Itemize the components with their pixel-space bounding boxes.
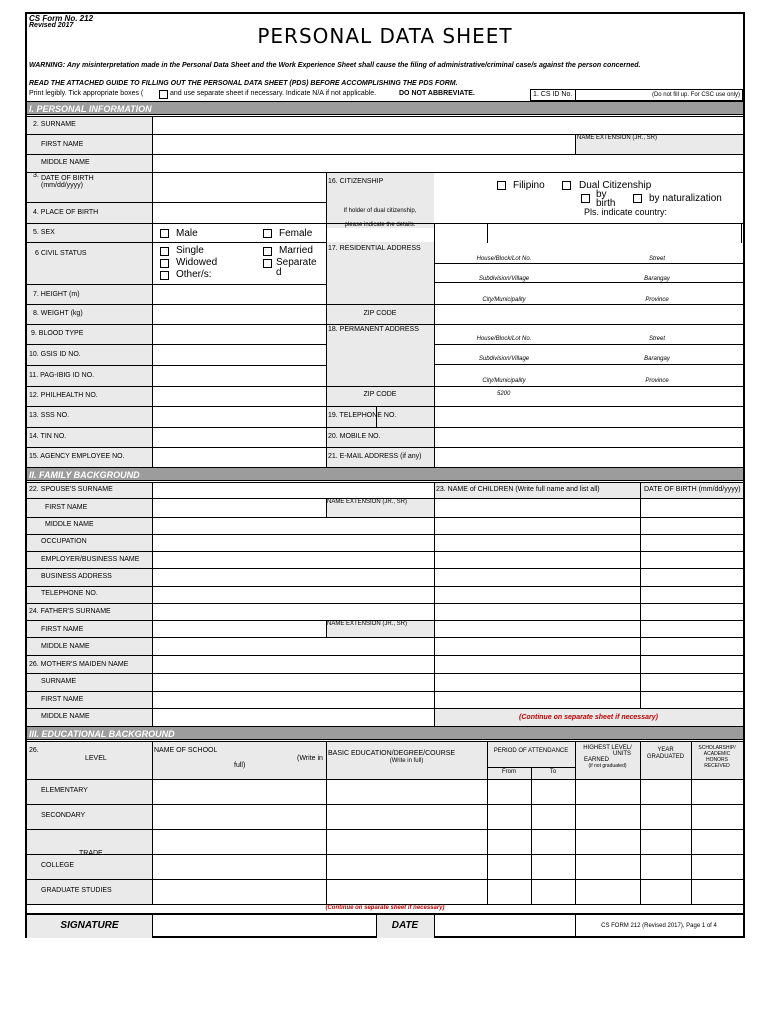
- dob-num: 3.: [33, 172, 39, 179]
- spouse-first-name-label: FIRST NAME: [45, 504, 88, 511]
- signature-label: SIGNATURE: [60, 920, 119, 931]
- spouse-ext-label: NAME EXTENSION (JR., SR): [327, 499, 408, 505]
- print-legibly-text-2: and use separate sheet if necessary. Indicate N/A if not applicable.: [170, 90, 377, 97]
- level-secondary: SECONDARY: [41, 812, 86, 819]
- mobile-label: 20. MOBILE NO.: [328, 433, 381, 440]
- male-label: Male: [176, 228, 198, 239]
- honors-header-4: RECEIVED: [704, 763, 730, 769]
- res-subdivision-label: Subdivision/Village: [478, 276, 530, 282]
- date-field[interactable]: [435, 915, 574, 938]
- spouse-telephone-label: TELEPHONE NO.: [41, 590, 98, 597]
- filipino-label: Filipino: [513, 180, 545, 191]
- surname-label: 2. SURNAME: [33, 121, 76, 128]
- father-surname-label: 24. FATHER'S SURNAME: [29, 608, 111, 615]
- highest-header-3: EARNED: [584, 757, 610, 763]
- occupation-label: OCCUPATION: [41, 538, 87, 545]
- perm-province-label: Province: [645, 378, 669, 384]
- print-legibly-text: Print legibly. Tick appropriate boxes (: [29, 90, 144, 97]
- year-grad-header: YEAR: [657, 747, 674, 753]
- mother-middle-name-label: MIDDLE NAME: [41, 713, 90, 720]
- female-checkbox[interactable]: [263, 229, 272, 238]
- name-extension-label: NAME EXTENSION (JR., SR): [577, 135, 658, 141]
- residential-address-label: 17. RESIDENTIAL ADDRESS: [328, 245, 421, 252]
- school-header: NAME OF SCHOOL: [154, 747, 218, 754]
- civil-status-label: 6 CIVIL STATUS: [35, 250, 87, 257]
- level-elementary: ELEMENTARY: [41, 787, 88, 794]
- level-graduate-studies: GRADUATE STUDIES: [41, 887, 112, 894]
- section-personal-information: I. PERSONAL INFORMATION: [27, 101, 743, 115]
- perm-barangay-label: Barangay: [644, 356, 670, 362]
- first-name-label: FIRST NAME: [41, 141, 84, 148]
- period-header: PERIOD OF ATTENDANCE: [493, 748, 569, 754]
- indicate-country-label: Pls. indicate country:: [584, 207, 668, 217]
- tin-label: 14. TIN NO.: [29, 433, 67, 440]
- female-label: Female: [279, 228, 313, 239]
- email-label: 21. E-MAIL ADDRESS (if any): [328, 453, 422, 460]
- res-barangay-label: Barangay: [644, 276, 670, 282]
- perm-city-label: City/Municipality: [482, 378, 526, 384]
- telephone-label: 19. TELEPHONE NO.: [328, 412, 397, 419]
- middle-name-label: MIDDLE NAME: [41, 159, 90, 166]
- separated-checkbox[interactable]: [263, 259, 272, 268]
- married-checkbox[interactable]: [263, 247, 272, 256]
- label-column-family: [27, 482, 152, 726]
- res-house-label: House/Block/Lot No.: [476, 256, 532, 262]
- res-province-label: Province: [645, 297, 669, 303]
- res-street-label: Street: [648, 256, 665, 262]
- separated-label: Separate: [276, 257, 317, 268]
- weight-label: 8. WEIGHT (kg): [33, 310, 83, 317]
- married-label: Married: [279, 245, 313, 256]
- employer-label: EMPLOYER/BUSINESS NAME: [41, 556, 140, 563]
- mother-maiden-label: 26. MOTHER'S MAIDEN NAME: [29, 661, 129, 668]
- sex-label: 5. SEX: [33, 229, 55, 236]
- highest-header-4: (if not graduated): [588, 763, 627, 769]
- country-field[interactable]: [488, 224, 741, 242]
- dob-format-label: (mm/dd/yyyy): [41, 182, 83, 189]
- page-title: PERSONAL DATA SHEET: [257, 24, 513, 48]
- dual-citizenship-checkbox[interactable]: [562, 181, 571, 190]
- cs-id-label: 1. CS ID No.: [530, 89, 576, 101]
- cs-id-field[interactable]: (Do not fill up. For CSC use only): [575, 89, 743, 101]
- children-label: 23. NAME of CHILDREN (Write full name and list all): [436, 486, 600, 493]
- widowed-label: Widowed: [176, 257, 218, 268]
- education-level-column: [27, 779, 152, 904]
- separated-label-2: d: [276, 267, 282, 278]
- to-header: To: [549, 769, 557, 775]
- spouse-middle-name-label: MIDDLE NAME: [45, 521, 94, 528]
- school-full-header: full): [234, 762, 246, 769]
- mother-surname-label: SURNAME: [41, 678, 77, 685]
- mother-first-name-label: FIRST NAME: [41, 696, 84, 703]
- child-dob-label: DATE OF BIRTH (mm/dd/yyyy): [644, 486, 741, 493]
- perm-zip-label: ZIP CODE: [363, 391, 397, 398]
- father-first-name-label: FIRST NAME: [41, 626, 84, 633]
- signature-field[interactable]: [153, 915, 375, 938]
- course-header: BASIC EDUCATION/DEGREE/COURSE: [328, 750, 456, 757]
- single-checkbox[interactable]: [160, 247, 169, 256]
- by-birth-label: by: [596, 189, 607, 200]
- height-label: 7. HEIGHT (m): [33, 291, 80, 298]
- res-city-label: City/Municipality: [482, 297, 526, 303]
- others-checkbox[interactable]: [160, 271, 169, 280]
- education-continue-note: (Continue on separate sheet if necessary): [325, 905, 445, 911]
- dual-holder-text: If holder of dual citizenship,: [343, 208, 417, 214]
- philhealth-label: 12. PHILHEALTH NO.: [29, 392, 98, 399]
- example-checkbox: [159, 90, 168, 99]
- by-birth-label-2: birth: [596, 198, 616, 209]
- pagibig-label: 11. PAG-IBIG ID NO.: [29, 372, 95, 379]
- perm-street-label: Street: [648, 336, 665, 342]
- perm-house-label: House/Block/Lot No.: [476, 336, 532, 342]
- highest-header-2: UNITS: [613, 751, 631, 757]
- perm-zip-value: 5200: [497, 391, 511, 397]
- do-not-abbreviate: DO NOT ABBREVIATE.: [399, 90, 475, 97]
- gsis-label: 10. GSIS ID NO.: [29, 351, 81, 358]
- spouse-surname-label: 22. SPOUSE'S SURNAME: [29, 486, 113, 493]
- permanent-address-label: 18. PERMANENT ADDRESS: [328, 326, 419, 333]
- honors-header: SCHOLARSHIP/: [698, 745, 736, 751]
- place-of-birth-label: 4. PLACE OF BIRTH: [33, 209, 99, 216]
- widowed-checkbox[interactable]: [160, 259, 169, 268]
- filipino-checkbox[interactable]: [497, 181, 506, 190]
- sss-label: 13. SSS NO.: [29, 412, 70, 419]
- agency-no-label: 15. AGENCY EMPLOYEE NO.: [29, 453, 125, 460]
- education-num: 26.: [29, 747, 39, 754]
- single-label: Single: [176, 245, 204, 256]
- highest-header: HIGHEST LEVEL/: [583, 745, 632, 751]
- section-family-background: II. FAMILY BACKGROUND: [27, 467, 743, 481]
- male-checkbox[interactable]: [160, 229, 169, 238]
- by-naturalization-checkbox[interactable]: [633, 194, 642, 203]
- level-college: COLLEGE: [41, 862, 75, 869]
- res-zip-label: ZIP CODE: [363, 310, 397, 317]
- warning-text: WARNING: Any misinterpretation made in the Personal Data Sheet and the Work Experience Sheet shall cause the filing of administrative/criminal case/s against the person concerned.: [29, 62, 641, 69]
- father-middle-name-label: MIDDLE NAME: [41, 643, 90, 650]
- level-trade: TRADE: [79, 850, 103, 857]
- by-naturalization-label: by naturalization: [649, 193, 722, 204]
- pds-form: [25, 12, 745, 938]
- form-number: CS Form No. 212: [29, 14, 94, 23]
- by-birth-checkbox[interactable]: [581, 194, 590, 203]
- honors-header-2: ACADEMIC: [703, 751, 731, 757]
- others-label: Other/s:: [176, 269, 212, 280]
- children-continue-note: (Continue on separate sheet if necessary): [519, 714, 658, 721]
- dob-label: DATE OF BIRTH: [41, 175, 94, 182]
- read-guide-text: READ THE ATTACHED GUIDE TO FILLING OUT THE PERSONAL DATA SHEET (PDS) BEFORE ACCOMPLISHING THE PDS FORM.: [29, 80, 458, 87]
- citizenship-label: 16. CITIZENSHIP: [328, 178, 384, 185]
- blood-type-label: 9. BLOOD TYPE: [31, 330, 84, 337]
- father-ext-label: NAME EXTENSION (JR., SR): [327, 621, 408, 627]
- from-header: From: [502, 769, 516, 775]
- date-label: DATE: [391, 920, 419, 931]
- form-revised: Revised 2017: [29, 22, 74, 29]
- dual-citizenship-label: Dual Citizenship: [579, 180, 652, 191]
- section-educational-background: III. EDUCATIONAL BACKGROUND: [27, 726, 743, 740]
- course-write-header: (Write in full): [389, 758, 424, 764]
- indicate-details-text: please indicate the details.: [344, 222, 416, 228]
- level-header: LEVEL: [85, 755, 107, 762]
- page-footer: CS FORM 212 (Revised 2017), Page 1 of 4: [601, 923, 717, 929]
- business-address-label: BUSINESS ADDRESS: [41, 573, 112, 580]
- perm-subdivision-label: Subdivision/Village: [478, 356, 530, 362]
- year-grad-header-2: GRADUATED: [646, 754, 685, 760]
- school-write-header: (Write in: [297, 755, 323, 762]
- honors-header-3: HONORS: [706, 757, 728, 763]
